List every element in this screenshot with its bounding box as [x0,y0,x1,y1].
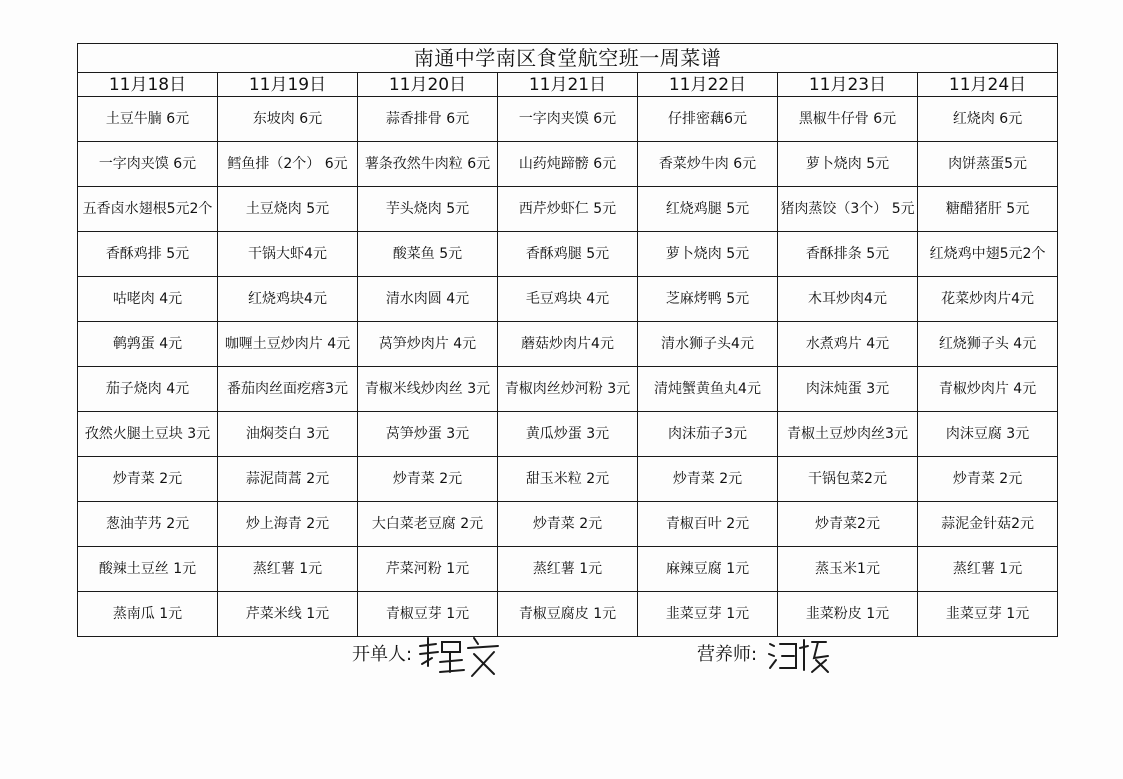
dish-cell: 干锅包菜2元 [778,457,918,502]
dish-cell: 芹菜米线 1元 [218,592,358,637]
dish-cell: 酸菜鱼 5元 [358,232,498,277]
dish-cell: 萝卜烧肉 5元 [638,232,778,277]
nutritionist-block [697,640,757,666]
date-header: 11月19日 [218,73,358,97]
dish-cell: 蒜泥茼蒿 2元 [218,457,358,502]
date-header: 11月20日 [358,73,498,97]
dish-cell: 红烧鸡中翅5元2个 [918,232,1058,277]
menu-row [78,232,1058,277]
dish-cell: 番茄肉丝面疙瘩3元 [218,367,358,412]
dish-cell: 炒青菜 2元 [78,457,218,502]
date-header: 11月22日 [638,73,778,97]
dish-cell: 黑椒牛仔骨 6元 [778,97,918,142]
dish-cell: 酸辣土豆丝 1元 [78,547,218,592]
dish-cell: 蒸玉米1元 [778,547,918,592]
dish-cell: 炒青菜 2元 [918,457,1058,502]
dish-cell: 茄子烧肉 4元 [78,367,218,412]
dish-cell: 蒸南瓜 1元 [78,592,218,637]
date-header: 11月21日 [498,73,638,97]
weekly-menu-table [77,43,1058,637]
dish-cell: 一字肉夹馍 6元 [498,97,638,142]
menu-row [78,502,1058,547]
date-header: 11月18日 [78,73,218,97]
dish-cell: 香酥鸡排 5元 [78,232,218,277]
dish-cell: 肉沫炖蛋 3元 [778,367,918,412]
dish-cell: 鹌鹑蛋 4元 [78,322,218,367]
dish-cell: 水煮鸡片 4元 [778,322,918,367]
dish-cell: 韭菜豆芽 1元 [638,592,778,637]
dish-cell: 炒青菜 2元 [358,457,498,502]
dish-cell: 青椒土豆炒肉丝3元 [778,412,918,457]
dish-cell: 肉沫茄子3元 [638,412,778,457]
dish-cell: 薯条孜然牛肉粒 6元 [358,142,498,187]
dish-cell: 蘑菇炒肉片4元 [498,322,638,367]
title-row [78,44,1058,73]
dish-cell: 孜然火腿土豆块 3元 [78,412,218,457]
dish-cell: 青椒炒肉片 4元 [918,367,1058,412]
menu-row [78,277,1058,322]
dish-cell: 土豆烧肉 5元 [218,187,358,232]
dish-cell: 咕咾肉 4元 [78,277,218,322]
menu-row [78,187,1058,232]
dish-cell: 清水狮子头4元 [638,322,778,367]
dish-cell: 猪肉蒸饺（3个） 5元 [778,187,918,232]
dish-cell: 炒青菜 2元 [638,457,778,502]
menu-row [78,322,1058,367]
dish-cell: 炒青菜2元 [778,502,918,547]
dish-cell: 香菜炒牛肉 6元 [638,142,778,187]
menu-row [78,412,1058,457]
dish-cell: 糖醋猪肝 5元 [918,187,1058,232]
dish-cell: 青椒豆芽 1元 [358,592,498,637]
dish-cell: 炒青菜 2元 [498,502,638,547]
dish-cell: 韭菜粉皮 1元 [778,592,918,637]
dish-cell: 山药炖蹄髈 6元 [498,142,638,187]
dish-cell: 蒸红薯 1元 [918,547,1058,592]
dish-cell: 东坡肉 6元 [218,97,358,142]
dish-cell: 芋头烧肉 5元 [358,187,498,232]
dish-cell: 红烧鸡腿 5元 [638,187,778,232]
dish-cell: 芹菜河粉 1元 [358,547,498,592]
dish-cell: 蒜泥金针菇2元 [918,502,1058,547]
dish-cell: 木耳炒肉4元 [778,277,918,322]
issuer-block [352,640,412,666]
dish-cell: 咖喱土豆炒肉片 4元 [218,322,358,367]
nutritionist-signature-image [766,634,832,676]
dish-cell: 葱油芋艿 2元 [78,502,218,547]
dish-cell: 青椒豆腐皮 1元 [498,592,638,637]
dish-cell: 蒸红薯 1元 [218,547,358,592]
dish-cell: 干锅大虾4元 [218,232,358,277]
dish-cell: 肉饼蒸蛋5元 [918,142,1058,187]
dish-cell: 芝麻烤鸭 5元 [638,277,778,322]
dish-cell: 莴笋炒蛋 3元 [358,412,498,457]
dish-cell: 土豆牛腩 6元 [78,97,218,142]
dish-cell: 红烧肉 6元 [918,97,1058,142]
nutritionist-label: 营养师: [697,644,758,665]
menu-row [78,97,1058,142]
date-header: 11月24日 [918,73,1058,97]
menu-row [78,367,1058,412]
menu-row [78,547,1058,592]
dish-cell: 青椒百叶 2元 [638,502,778,547]
dish-cell: 肉沫豆腐 3元 [918,412,1058,457]
dish-cell: 毛豆鸡块 4元 [498,277,638,322]
dish-cell: 香酥鸡腿 5元 [498,232,638,277]
dish-cell: 青椒米线炒肉丝 3元 [358,367,498,412]
dish-cell: 蒜香排骨 6元 [358,97,498,142]
dish-cell: 西芹炒虾仁 5元 [498,187,638,232]
dish-cell: 五香卤水翅根5元2个 [78,187,218,232]
dish-cell: 炒上海青 2元 [218,502,358,547]
dish-cell: 油焖茭白 3元 [218,412,358,457]
menu-row [78,457,1058,502]
dish-cell: 鳕鱼排（2个） 6元 [218,142,358,187]
dish-cell: 麻辣豆腐 1元 [638,547,778,592]
menu-row [78,142,1058,187]
dish-cell: 黄瓜炒蛋 3元 [498,412,638,457]
dish-cell: 韭菜豆芽 1元 [918,592,1058,637]
dish-cell: 清炖蟹黄鱼丸4元 [638,367,778,412]
dish-cell: 花菜炒肉片4元 [918,277,1058,322]
dish-cell: 萝卜烧肉 5元 [778,142,918,187]
dish-cell: 仔排密藕6元 [638,97,778,142]
dish-cell: 一字肉夹馍 6元 [78,142,218,187]
menu-row [78,592,1058,637]
dish-cell: 青椒肉丝炒河粉 3元 [498,367,638,412]
dish-rows [78,97,1058,637]
issuer-label: 开单人: [352,644,413,665]
dish-cell: 香酥排条 5元 [778,232,918,277]
issuer-signature-image [416,632,508,680]
dish-cell: 红烧鸡块4元 [218,277,358,322]
menu-title: 南通中学南区食堂航空班一周菜谱 [78,44,1058,73]
dish-cell: 莴笋炒肉片 4元 [358,322,498,367]
date-header: 11月23日 [778,73,918,97]
dish-cell: 甜玉米粒 2元 [498,457,638,502]
dish-cell: 大白菜老豆腐 2元 [358,502,498,547]
dish-cell: 蒸红薯 1元 [498,547,638,592]
dish-cell: 红烧狮子头 4元 [918,322,1058,367]
dish-cell: 清水肉圆 4元 [358,277,498,322]
date-header-row [78,73,1058,97]
